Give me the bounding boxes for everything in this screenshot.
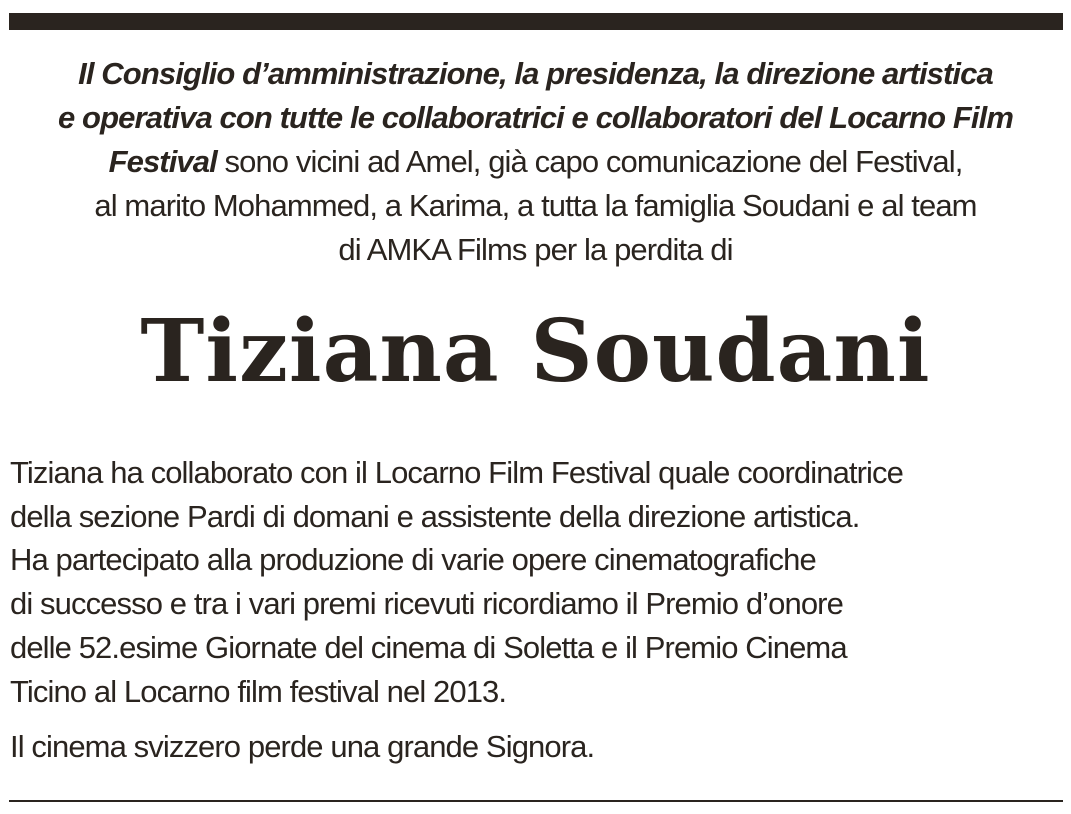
biography-line: Ticino al Locarno film festival nel 2013. [10, 673, 507, 709]
closing-line: Il cinema svizzero perde una grande Signora. [10, 729, 595, 764]
biography-line: Tiziana ha collaborato con il Locarno Film Festival quale coordinatrice [10, 455, 903, 490]
intro-line-1-italic: Il Consiglio d’amministrazione, la presidenza, la direzione artistica [78, 56, 993, 91]
intro-line-3-italic: Festival [108, 144, 217, 179]
top-rule [9, 13, 1063, 30]
intro-line-5: di AMKA Films per la perdita di [338, 232, 733, 267]
intro-line-1 [0, 52, 1071, 96]
biography-line: della sezione Pardi di domani e assistente della direzione artistica. [10, 498, 860, 534]
intro-line-3 [0, 140, 1071, 184]
biography [10, 451, 1065, 713]
bottom-rule [9, 800, 1063, 802]
intro-line-3-text: sono vicini ad Amel, già capo comunicazione del Festival, [216, 144, 963, 179]
condolence-intro [0, 52, 1071, 272]
intro-line-4: al marito Mohammed, a Karima, a tutta la famiglia Soudani e al team [94, 188, 977, 223]
biography-line: di successo e tra i vari premi ricevuti ricordiamo il Premio d’onore [10, 586, 843, 622]
intro-line-2-italic: e operativa con tutte le collaboratrici e collaboratori del Locarno Film [58, 100, 1013, 135]
deceased-name: Tiziana Soudani [140, 301, 931, 402]
biography-line: Ha partecipato alla produzione di varie opere cinematografiche [10, 542, 816, 578]
intro-line-2 [0, 96, 1071, 140]
biography-line: delle 52.esime Giornate del cinema di Soletta e il Premio Cinema [10, 629, 847, 665]
